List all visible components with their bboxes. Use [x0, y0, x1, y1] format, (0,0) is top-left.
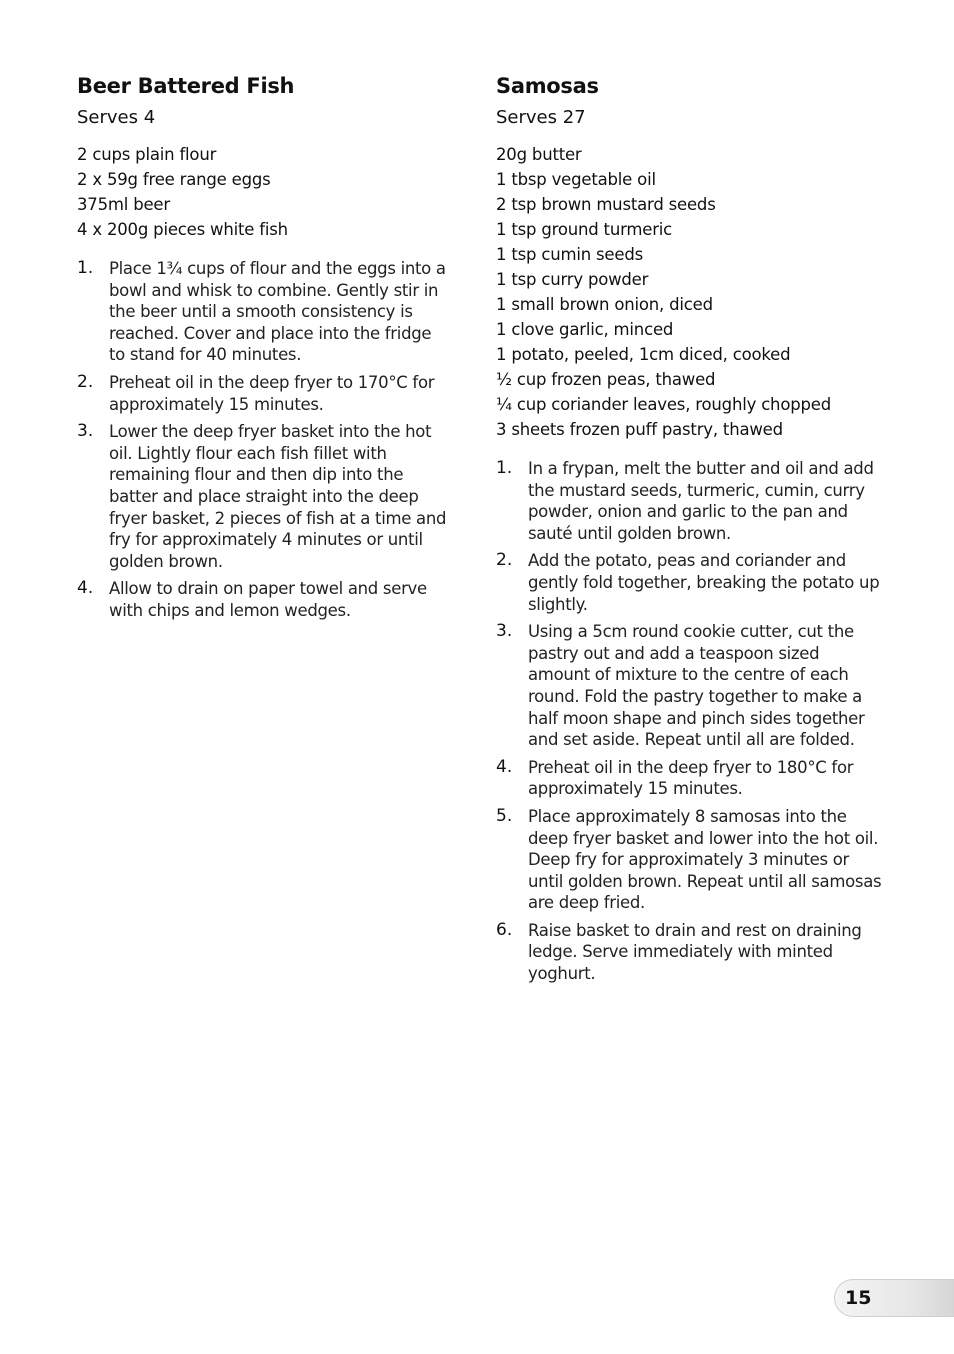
ingredient-list	[77, 142, 449, 242]
step-text: Add the potato, peas and coriander and gently fold together, breaking the potato up slightly.	[528, 551, 880, 614]
serves-label: Serves 27	[496, 107, 586, 128]
ingredient-item: 2 tsp brown mustard seeds	[496, 195, 716, 214]
method-step	[77, 258, 449, 366]
step-number: 5.	[496, 805, 513, 826]
recipe-title: Beer Battered Fish	[77, 74, 295, 98]
step-text: Preheat oil in the deep fryer to 170°C for approximately 15 minutes.	[109, 372, 435, 414]
ingredient-item: 1 tbsp vegetable oil	[496, 170, 656, 189]
method-steps	[77, 258, 449, 622]
ingredient-item: ¼ cup coriander leaves, roughly chopped	[496, 395, 831, 414]
step-number: 3.	[496, 621, 513, 642]
recipe-title: Samosas	[496, 74, 599, 98]
method-step	[77, 372, 449, 415]
ingredient-item: 1 small brown onion, diced	[496, 295, 713, 314]
step-number: 4.	[77, 578, 94, 599]
ingredient-item: 4 x 200g pieces white fish	[77, 220, 288, 239]
page-number-tab	[834, 1279, 954, 1317]
step-text: In a frypan, melt the butter and oil and add the mustard seeds, turmeric, cumin, curry powder, onion and garlic to the pan and sauté until golden brown.	[528, 459, 874, 543]
ingredient-item: 1 clove garlic, minced	[496, 320, 674, 339]
step-number: 2.	[496, 550, 513, 571]
ingredient-item: 2 x 59g free range eggs	[77, 170, 271, 189]
ingredient-item: 1 tsp curry powder	[496, 270, 649, 289]
recipe-samosas	[496, 72, 886, 991]
step-number: 1.	[496, 458, 513, 478]
step-text: Allow to drain on paper towel and serve with chips and lemon wedges.	[109, 579, 427, 620]
step-text: Using a 5cm round cookie cutter, cut the pastry out and add a teaspoon sized amount of mixture to the centre of each round. Fold the pastry together to make a half moon shape and pinch sides together and set aside. Repeat until all are folded.	[528, 622, 865, 750]
method-step	[77, 578, 449, 621]
step-number: 6.	[496, 919, 513, 940]
ingredient-item: 20g butter	[496, 145, 582, 164]
step-text: Place 1¾ cups of flour and the eggs into a bowl and whisk to combine. Gently stir in the beer until a smooth consistency is reached. Cover and place into the fridge to stand for 40 minutes.	[109, 259, 446, 365]
ingredient-item: 1 tsp cumin seeds	[496, 245, 643, 264]
page-number: 15	[845, 1287, 872, 1309]
serves-label: Serves 4	[77, 107, 156, 128]
method-step	[496, 550, 886, 615]
ingredient-item: 1 potato, peeled, 1cm diced, cooked	[496, 345, 791, 364]
step-number: 4.	[496, 756, 513, 777]
ingredient-item: 375ml beer	[77, 195, 170, 214]
method-step	[496, 757, 886, 800]
step-number: 2.	[77, 371, 94, 392]
step-number: 3.	[77, 421, 94, 442]
ingredient-item: 1 tsp ground turmeric	[496, 220, 673, 239]
ingredient-item: 3 sheets frozen puff pastry, thawed	[496, 420, 783, 439]
method-steps	[496, 458, 886, 985]
method-step	[496, 621, 886, 751]
step-number: 1.	[77, 258, 94, 278]
step-text: Preheat oil in the deep fryer to 180°C for approximately 15 minutes.	[528, 757, 854, 799]
step-text: Place approximately 8 samosas into the deep fryer basket and lower into the hot oil. Deep fry for approximately 3 minutes or until golden brown. Repeat until all samosas are deep fried.	[528, 806, 882, 913]
ingredient-item: 2 cups plain flour	[77, 145, 217, 164]
step-text: Lower the deep fryer basket into the hot oil. Lightly flour each fish fillet with remaining flour and then dip into the batter and place straight into the deep fryer basket, 2 pieces of fish at a time and fry for approximately 4 minutes or until golden brown.	[109, 422, 447, 571]
method-step	[496, 458, 886, 544]
ingredient-list	[496, 142, 886, 442]
recipe-beer-battered-fish	[77, 72, 449, 628]
ingredient-item: ½ cup frozen peas, thawed	[496, 370, 716, 389]
step-text: Raise basket to drain and rest on draining ledge. Serve immediately with minted yoghurt.	[528, 920, 862, 984]
method-step	[77, 421, 449, 572]
method-step	[496, 920, 886, 985]
method-step	[496, 806, 886, 914]
